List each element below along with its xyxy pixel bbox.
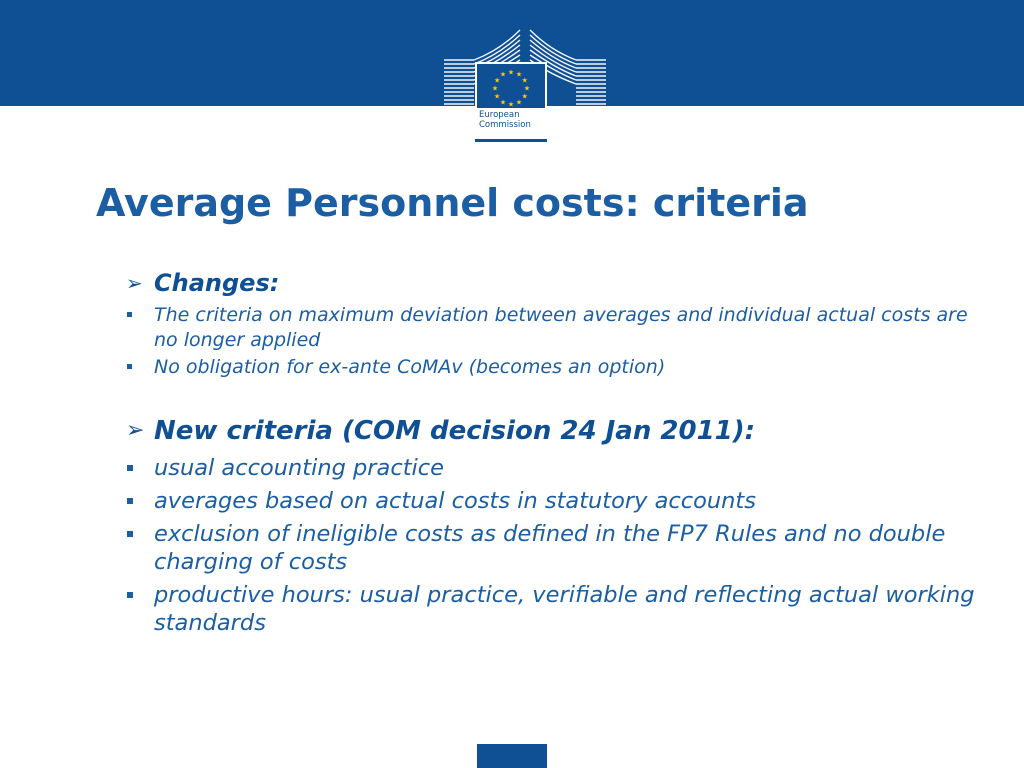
list-item-text: exclusion of ineligible costs as defined in the FP7 Rules and no double charging of costs xyxy=(154,521,946,575)
section-heading-changes xyxy=(122,265,982,301)
square-bullet-icon xyxy=(127,364,132,369)
list-item xyxy=(122,454,982,482)
square-bullet-icon xyxy=(127,592,133,598)
new-criteria-list xyxy=(122,454,982,637)
svg-text:★: ★ xyxy=(494,76,501,85)
svg-text:★: ★ xyxy=(515,70,523,79)
list-item-text: No obligation for ex-ante CoMAv (becomes an option) xyxy=(154,356,666,378)
svg-text:★: ★ xyxy=(523,84,531,93)
list-item xyxy=(122,520,982,576)
list-item-text: usual accounting practice xyxy=(154,455,444,481)
square-bullet-icon xyxy=(127,312,132,317)
section-heading-text: New criteria (COM decision 24 Jan 2011): xyxy=(154,416,756,446)
list-item-text: averages based on actual costs in statutory accounts xyxy=(154,488,756,514)
list-item-text: productive hours: usual practice, verifiable and reflecting actual working standards xyxy=(154,582,975,636)
slide-title: Average Personnel costs: criteria xyxy=(96,181,809,225)
svg-text:★: ★ xyxy=(499,98,507,107)
arrow-head-icon: ➢ xyxy=(126,271,143,295)
square-bullet-icon xyxy=(127,531,133,537)
slide-content xyxy=(122,265,982,637)
square-bullet-icon xyxy=(127,465,133,471)
arrow-head-icon: ➢ xyxy=(126,418,145,443)
list-item xyxy=(122,355,982,380)
svg-text:★: ★ xyxy=(494,92,501,101)
list-item xyxy=(122,303,982,353)
logo-text: European Commission xyxy=(479,110,531,130)
list-item xyxy=(122,487,982,515)
eu-flag-icon xyxy=(477,64,545,108)
svg-text:★: ★ xyxy=(521,92,528,101)
svg-text:★: ★ xyxy=(507,100,515,108)
european-commission-logo xyxy=(475,62,547,142)
section-heading-text: Changes: xyxy=(154,269,280,297)
svg-text:★: ★ xyxy=(491,84,499,93)
svg-text:★: ★ xyxy=(507,68,515,77)
list-item xyxy=(122,581,982,637)
changes-list xyxy=(122,303,982,380)
list-item-text: The criteria on maximum deviation between averages and individual actual costs are no longer applied xyxy=(154,304,968,351)
svg-text:★: ★ xyxy=(521,76,528,85)
square-bullet-icon xyxy=(127,498,133,504)
footer-tab xyxy=(477,744,547,768)
svg-text:★: ★ xyxy=(515,98,523,107)
svg-text:★: ★ xyxy=(499,70,507,79)
section-heading-new-criteria xyxy=(122,413,982,449)
